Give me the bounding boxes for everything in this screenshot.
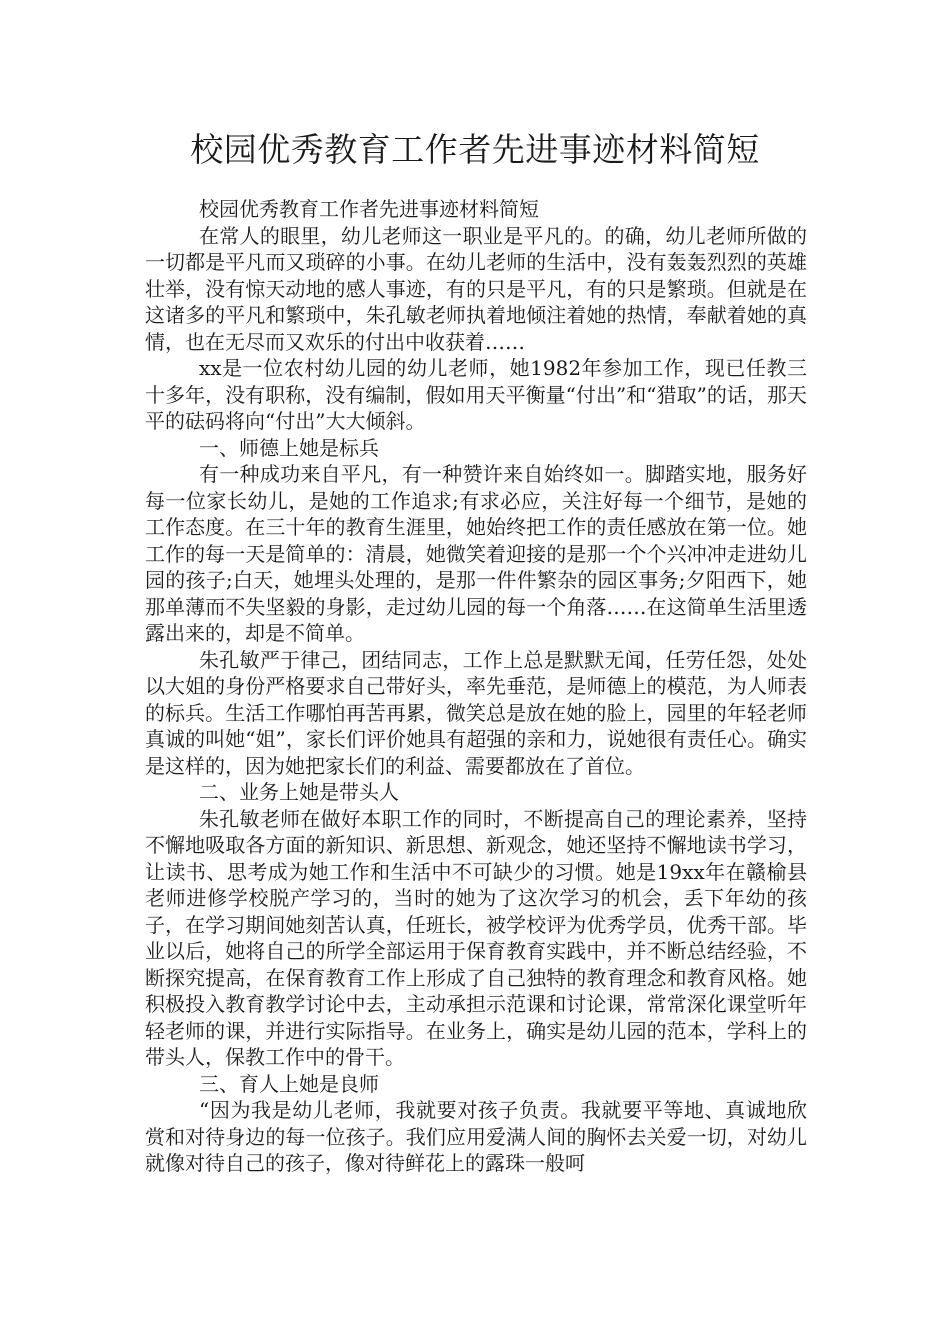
document-title: 校园优秀教育工作者先进事迹材料简短 [190, 130, 760, 169]
paragraph-ethics-2: 朱孔敏严于律己，团结同志，工作上总是默默无闻，任劳任怨，处处以大姐的身份严格要求自己带好头，率先垂范，是师德上的模范，为人师表的标兵。生活工作哪怕再苦再累，微笑总是放在她的脸上，园里的年轻老师真诚的叫她“姐”，家长们评价她具有超强的亲和力，说她很有责任心。确实是这样的，因为她把家长们的利益、需要都放在了首位。 [145, 647, 807, 778]
paragraph-intro: 在常人的眼里，幼儿老师这一职业是平凡的。的确，幼儿老师所做的一切都是平凡而又琐碎的小事。在幼儿老师的生活中，没有轰轰烈烈的英雄壮举，没有惊天动地的感人事迹，有的只是平凡，有的只是繁琐。但就是在这诸多的平凡和繁琐中，朱孔敏老师执着地倾注着她的热情，奉献着她的真情，也在无尽而又欢乐的付出中收获着…… [145, 223, 807, 354]
section-heading-teaching: 三、育人上她是良师 [199, 1071, 379, 1096]
paragraph-background: xx是一位农村幼儿园的幼儿老师，她1982年参加工作，现已任教三十多年，没有职称，没有编制，假如用天平衡量“付出”和“猎取”的话，那天平的砝码将向“付出”大大倾斜。 [145, 356, 807, 433]
paragraph-teaching: “因为我是幼儿老师，我就要对孩子负责。我就要平等地、真诚地欣赏和对待身边的每一位孩子。我们应用爱满人间的胸怀去关爱一切，对幼儿就像对待自己的孩子，像对待鲜花上的露珠一般呵 [145, 1098, 807, 1175]
paragraph-professional: 朱孔敏老师在做好本职工作的同时，不断提高自己的理论素养，坚持不懈地吸取各方面的新知识、新思想、新观念，她还坚持不懈地读书学习，让读书、思考成为她工作和生活中不可缺少的习惯。她是19xx年在赣榆县老师进修学校脱产学习的，当时的她为了这次学习的机会，丢下年幼的孩子，在学习期间她刻苦认真，任班长，被学校评为优秀学员，优秀干部。毕业以后，她将自己的所学全部运用于保育教育实践中，并不断总结经验，不断探究提高，在保育教育工作上形成了自己独特的教育理念和教育风格。她积极投入教育教学讨论中去，主动承担示范课和讨论课，常常深化课堂听年轻老师的课，并进行实际指导。在业务上，确实是幼儿园的范本，学科上的带头人，保教工作中的骨干。 [145, 806, 807, 1069]
document-body [145, 196, 807, 1177]
section-heading-ethics: 一、师德上她是标兵 [199, 435, 379, 460]
paragraph-subtitle: 校园优秀教育工作者先进事迹材料简短 [199, 197, 539, 221]
paragraph-ethics-1: 有一种成功来自平凡，有一种赞许来自始终如一。脚踏实地，服务好每一位家长幼儿，是她的工作追求;有求必应，关注好每一个细节，是她的工作态度。在三十年的教育生涯里，她始终把工作的责任感放在第一位。她工作的每一天是简单的：清晨，她微笑着迎接的是那一个个兴冲冲走进幼儿园的孩子;白天，她埋头处理的，是那一件件繁杂的园区事务;夕阳西下，她那单薄而不失坚毅的身影，走过幼儿园的每一个角落……在这简单生活里透露出来的，却是不简单。 [145, 462, 807, 645]
section-heading-professional: 二、业务上她是带头人 [199, 780, 399, 804]
